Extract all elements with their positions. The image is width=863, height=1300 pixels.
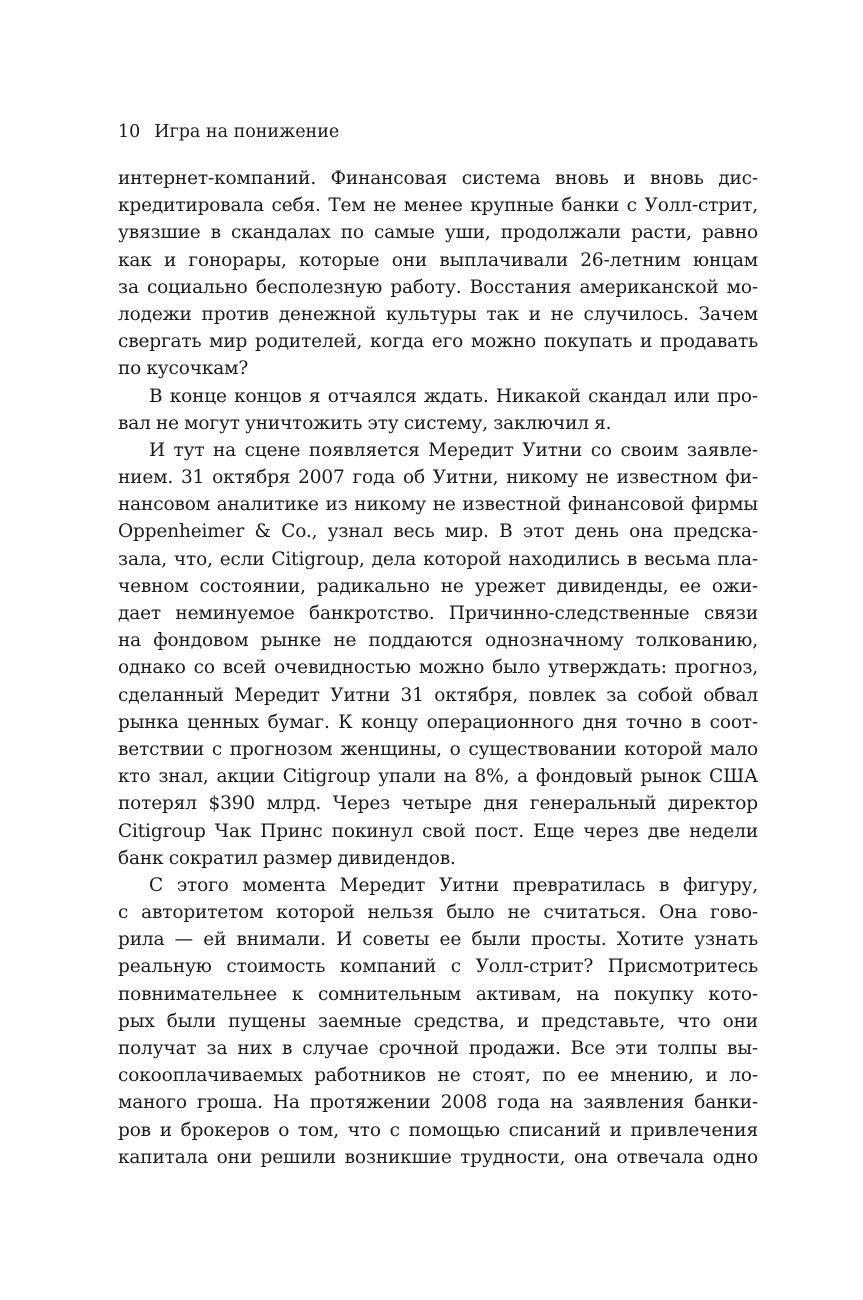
- text-line: вал не могут уничтожить эту систему, заключил я.: [118, 412, 612, 434]
- text-line: капитала они решили возникшие трудности, она отвечала одно: [118, 1146, 758, 1168]
- text-line: сделанный Мередит Уитни 31 октября, повлек за собой обвал: [118, 684, 758, 706]
- text-line: ров и брокеров о том, что с помощью списаний и привлечения: [118, 1119, 758, 1141]
- text-line: маного гроша. На протяжении 2008 года на заявления банки-: [118, 1092, 758, 1114]
- text-line: увязшие в скандалах по самые уши, продолжали расти, равно: [118, 222, 758, 244]
- text-line: по кусочкам?: [118, 358, 249, 380]
- text-line: С этого момента Мередит Уитни превратилась в фигуру,: [149, 874, 758, 896]
- text-line: Oppenheimer & Co., узнал весь мир. В этот день она предска-: [118, 521, 758, 543]
- text-line: рынка ценных бумаг. К концу операционного дня точно в соот-: [118, 711, 758, 733]
- text-line: чевном состоянии, радикально не урежет дивиденды, ее ожи-: [118, 575, 758, 597]
- text-line: однако со всей очевидностью можно было утверждать: прогноз,: [118, 657, 758, 679]
- text-line: свергать мир родителей, когда его можно покупать и продавать: [118, 331, 758, 353]
- text-line: ветствии с прогнозом женщины, о существовании которой мало: [118, 738, 758, 760]
- text-line: нием. 31 октября 2007 года об Уитни, никому не известном фи-: [118, 467, 758, 489]
- text-line: получат за них в случае срочной продажи. Все эти толпы вы-: [118, 1038, 758, 1059]
- text-line: интернет-компаний. Финансовая система вновь и вновь дис-: [118, 168, 758, 189]
- text-line: зала, что, если Citigroup, дела которой находились в весьма пла-: [118, 548, 758, 570]
- running-head: [118, 120, 339, 144]
- text-line: рила — ей внимали. И советы ее были просты. Хотите узнать: [118, 929, 758, 951]
- text-line: В конце концов я отчаялся ждать. Никакой скандал или про-: [149, 385, 758, 407]
- page-number: 10: [118, 122, 141, 142]
- text-line: кто знал, акции Citigroup упали на 8%, а фондовый рынок США: [118, 766, 758, 788]
- text-line: на фондовом рынке не поддаются однозначному толкованию,: [118, 630, 758, 652]
- text-line: кредитировала себя. Тем не менее крупные банки с Уолл-стрит,: [118, 195, 758, 217]
- text-line: лодежи против денежной культуры так и не случилось. Зачем: [118, 303, 758, 325]
- text-line: рых были пущены заемные средства, и представьте, что они: [118, 1010, 758, 1032]
- text-line: нансовом аналитике из никому не известной финансовой фирмы: [118, 494, 758, 516]
- text-line: как и гонорары, которые они выплачивали 26-летним юнцам: [118, 249, 758, 271]
- text-line: за социально бесполезную работу. Восстания американской мо-: [118, 276, 758, 298]
- body-text: [118, 165, 758, 1171]
- text-line: повнимательнее к сомнительным активам, на покупку кото-: [118, 983, 758, 1005]
- text-line: сокооплачиваемых работников не стоят, по ее мнению, и ло-: [118, 1065, 758, 1087]
- text-line: реальную стоимость компаний с Уолл-стрит? Присмотритесь: [118, 956, 758, 978]
- text-line: дает неминуемое банкротство. Причинно-следственные связи: [118, 603, 758, 624]
- text-line: И тут на сцене появляется Мередит Уитни со своим заявле-: [149, 439, 758, 461]
- text-line: потерял $390 млрд. Через четыре дня генеральный директор: [118, 793, 758, 815]
- text-line: банк сократил размер дивидендов.: [118, 847, 456, 869]
- text-line: с авторитетом которой нельзя было не считаться. Она гово-: [118, 902, 758, 924]
- running-head-title: Игра на понижение: [154, 122, 340, 142]
- text-line: Citigroup Чак Принс покинул свой пост. Еще через две недели: [118, 820, 758, 842]
